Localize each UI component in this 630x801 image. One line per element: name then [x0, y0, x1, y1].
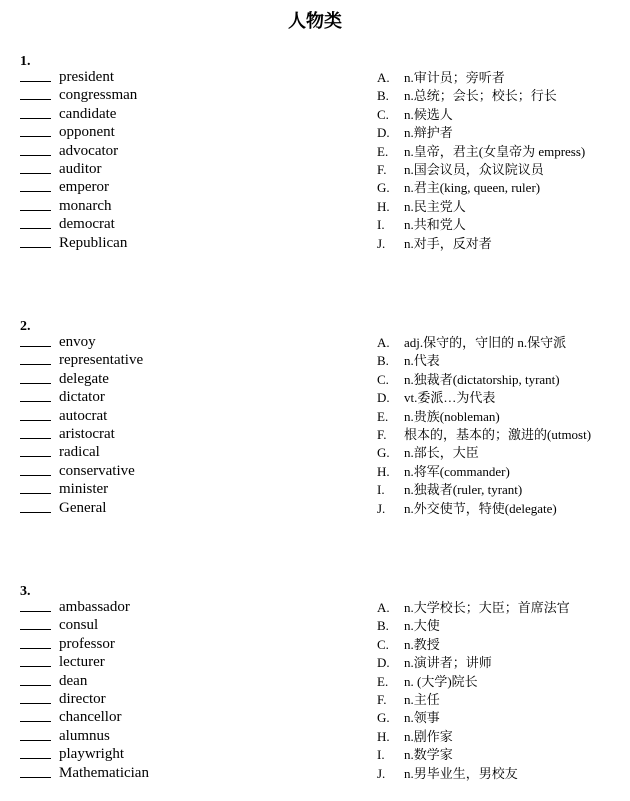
option-letter: C. [377, 106, 389, 122]
question-row [0, 234, 630, 252]
answer-blank[interactable] [20, 721, 51, 722]
option-definition: n.总统；会长；校长；行长 [404, 88, 557, 104]
vocabulary-word: president [59, 69, 114, 85]
option-definition: n.皇帝，君主(女皇帝为 empress) [404, 143, 586, 159]
question-row [0, 598, 630, 616]
question-row [0, 142, 630, 160]
option-definition: vt.委派…为代表 [404, 390, 496, 406]
answer-blank[interactable] [20, 136, 51, 137]
answer-blank[interactable] [20, 666, 51, 667]
option-definition: n.剧作家 [404, 728, 453, 744]
vocabulary-word: chancellor [59, 709, 122, 726]
option-letter: G. [377, 180, 390, 196]
vocabulary-word: alumnus [59, 727, 110, 744]
vocabulary-word: congressman [59, 87, 138, 104]
question-row [0, 425, 630, 443]
page-title: 人物类 [288, 11, 342, 32]
option-definition: n.将军(commander) [404, 463, 510, 479]
option-letter: F. [377, 426, 387, 442]
option-definition: n.国会议员，众议院议员 [404, 161, 544, 177]
question-row [0, 499, 630, 517]
vocabulary-word: professor [59, 635, 115, 652]
option-letter: G. [377, 445, 390, 461]
question-row [0, 388, 630, 406]
question-row [0, 68, 630, 86]
option-definition: n.共和党人 [404, 217, 466, 233]
option-letter: G. [377, 710, 390, 726]
option-letter: J. [377, 765, 386, 781]
option-definition: n.男毕业生，男校友 [404, 765, 518, 781]
vocabulary-word: conservative [59, 462, 135, 479]
question-row [0, 197, 630, 215]
vocabulary-word: democrat [59, 216, 115, 233]
question-row [0, 616, 630, 634]
answer-blank[interactable] [20, 685, 51, 686]
option-letter: A. [377, 335, 390, 350]
answer-blank[interactable] [20, 173, 51, 174]
answer-blank[interactable] [20, 346, 51, 347]
option-definition: n.对手，反对者 [404, 235, 492, 251]
option-letter: A. [377, 70, 390, 85]
answer-blank[interactable] [20, 758, 51, 759]
question-row [0, 215, 630, 233]
option-letter: H. [377, 463, 390, 479]
question-row [0, 86, 630, 104]
question-list [0, 333, 630, 517]
option-definition: n.贵族(nobleman) [404, 408, 500, 424]
vocabulary-word: monarch [59, 197, 112, 214]
vocabulary-word: consul [59, 617, 99, 634]
option-letter: C. [377, 371, 389, 387]
question-row [0, 105, 630, 123]
option-definition: n.君主(king, queen, ruler) [404, 180, 541, 196]
question-row [0, 690, 630, 708]
question-row [0, 178, 630, 196]
section-number: 1. [20, 54, 31, 69]
question-row [0, 672, 630, 690]
answer-blank[interactable] [20, 703, 51, 704]
option-definition: n.教授 [404, 636, 440, 652]
question-row [0, 462, 630, 480]
question-row [0, 480, 630, 498]
vocabulary-word: playwright [59, 746, 124, 763]
answer-blank[interactable] [20, 210, 51, 211]
vocabulary-word: director [59, 690, 106, 707]
answer-blank[interactable] [20, 118, 51, 119]
option-letter: D. [377, 390, 390, 406]
vocabulary-word: opponent [59, 124, 115, 141]
option-letter: F. [377, 691, 387, 707]
vocabulary-word: minister [59, 481, 109, 498]
option-definition: n.主任 [404, 691, 440, 707]
question-row [0, 351, 630, 369]
question-row [0, 764, 630, 782]
vocabulary-word: radical [59, 444, 100, 461]
option-definition: n.民主党人 [404, 198, 466, 214]
option-definition: n.外交使节，特使(delegate) [404, 500, 557, 516]
option-letter: H. [377, 198, 390, 214]
option-letter: C. [377, 636, 389, 652]
option-letter: A. [377, 600, 390, 615]
option-letter: I. [377, 747, 385, 763]
option-definition: adj.保守的，守旧的 n.保守派 [404, 335, 567, 350]
answer-blank[interactable] [20, 777, 51, 778]
section-number: 3. [20, 584, 31, 599]
option-letter: I. [377, 217, 385, 233]
option-letter: I. [377, 482, 385, 498]
vocabulary-word: auditor [59, 160, 102, 177]
answer-blank[interactable] [20, 247, 51, 248]
option-letter: D. [377, 655, 390, 671]
answer-blank[interactable] [20, 383, 51, 384]
vocabulary-word: General [59, 499, 107, 516]
option-definition: n. (大学)院长 [404, 673, 478, 689]
option-letter: B. [377, 353, 389, 369]
answer-blank[interactable] [20, 493, 51, 494]
option-letter: B. [377, 88, 389, 104]
vocabulary-word: aristocrat [59, 425, 115, 442]
vocabulary-word: delegate [59, 370, 109, 387]
question-row [0, 333, 630, 351]
vocabulary-word: representative [59, 352, 144, 369]
option-definition: 根本的，基本的；激进的(utmost) [404, 426, 592, 442]
option-definition: n.演讲者；讲师 [404, 655, 492, 671]
answer-blank[interactable] [20, 475, 51, 476]
option-definition: n.辩护者 [404, 125, 453, 141]
answer-blank[interactable] [20, 629, 51, 630]
vocabulary-word: Mathematician [59, 764, 149, 781]
question-row [0, 160, 630, 178]
question-row [0, 745, 630, 763]
vocabulary-word: advocator [59, 142, 119, 159]
answer-blank[interactable] [20, 81, 51, 82]
option-letter: J. [377, 500, 386, 516]
question-row [0, 635, 630, 653]
answer-blank[interactable] [20, 420, 51, 421]
question-list [0, 68, 630, 252]
option-definition: n.独裁者(ruler, tyrant) [404, 482, 523, 498]
vocabulary-word: autocrat [59, 407, 108, 424]
answer-blank[interactable] [20, 512, 51, 513]
question-list [0, 598, 630, 782]
option-letter: E. [377, 143, 389, 159]
option-letter: J. [377, 235, 386, 251]
option-letter: F. [377, 161, 387, 177]
section-number: 2. [20, 319, 31, 334]
option-definition: n.审计员；旁听者 [404, 70, 505, 85]
question-row [0, 407, 630, 425]
answer-blank[interactable] [20, 364, 51, 365]
answer-blank[interactable] [20, 438, 51, 439]
answer-blank[interactable] [20, 191, 51, 192]
vocabulary-word: dictator [59, 389, 105, 406]
option-definition: n.领事 [404, 710, 440, 726]
option-definition: n.代表 [404, 353, 440, 369]
option-letter: H. [377, 728, 390, 744]
option-definition: n.大学校长；大臣；首席法官 [404, 600, 570, 615]
option-definition: n.候选人 [404, 106, 453, 122]
vocabulary-word: candidate [59, 105, 117, 122]
question-row [0, 653, 630, 671]
option-definition: n.独裁者(dictatorship, tyrant) [404, 371, 560, 387]
option-letter: E. [377, 408, 389, 424]
vocabulary-word: envoy [59, 334, 96, 350]
answer-blank[interactable] [20, 611, 51, 612]
question-row [0, 443, 630, 461]
vocabulary-word: emperor [59, 179, 109, 196]
question-row [0, 708, 630, 726]
option-letter: D. [377, 125, 390, 141]
vocabulary-word: Republican [59, 234, 128, 251]
answer-blank[interactable] [20, 456, 51, 457]
vocabulary-word: dean [59, 672, 88, 689]
vocabulary-word: ambassador [59, 599, 130, 615]
answer-blank[interactable] [20, 228, 51, 229]
question-row [0, 123, 630, 141]
option-definition: n.部长，大臣 [404, 445, 479, 461]
option-letter: B. [377, 618, 389, 634]
question-row [0, 370, 630, 388]
vocabulary-word: lecturer [59, 654, 105, 671]
option-definition: n.数学家 [404, 747, 453, 763]
answer-blank[interactable] [20, 155, 51, 156]
option-definition: n.大使 [404, 618, 440, 634]
answer-blank[interactable] [20, 648, 51, 649]
answer-blank[interactable] [20, 401, 51, 402]
answer-blank[interactable] [20, 740, 51, 741]
option-letter: E. [377, 673, 389, 689]
answer-blank[interactable] [20, 99, 51, 100]
question-row [0, 727, 630, 745]
